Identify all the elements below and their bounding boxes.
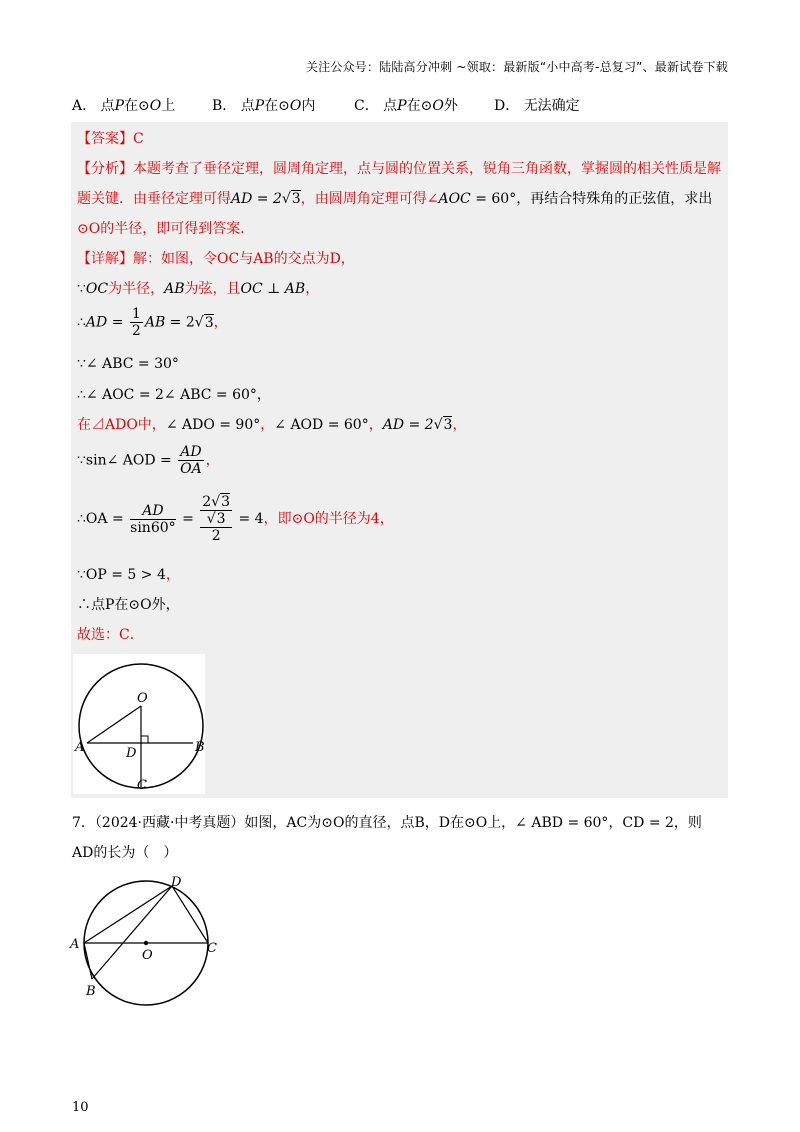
analysis-line-2: 题关键．由垂径定理可得AD = 2√3，由圆周角定理可得∠AOC = 60°，再结合特殊角的正弦值，求出	[77, 191, 713, 207]
step-7: ∵sin∠ AOD = $\frac{AD}{OA}$ ，	[77, 444, 220, 477]
option-d: D． 无法确定	[494, 98, 580, 114]
option-c: C． 点P在⊙O外	[354, 98, 458, 114]
label-d-q7: D	[171, 875, 182, 890]
segment-oa	[87, 706, 141, 743]
step-9: ∵OP = 5 > 4，	[77, 567, 180, 583]
segment-ad	[84, 886, 172, 943]
label-a: A	[75, 740, 85, 755]
segment-bd	[92, 886, 172, 979]
step-2: ∵OC为半径，AB为弦，且OC ⊥ AB，	[77, 281, 320, 297]
center-dot	[144, 941, 148, 945]
label-b: B	[195, 740, 205, 755]
right-angle-mark	[141, 736, 148, 743]
step-8: ∴OA = $\frac{AD}{\sin 60^\circ}$ = 2√3 √3 2 = 4，即⊙O的半径为4，	[77, 494, 394, 544]
step-4: ∵∠ ABC = 30°	[77, 356, 179, 372]
label-o: O	[137, 691, 148, 706]
step-10: ∴点P在⊙O外，	[77, 597, 180, 613]
label-c: C	[137, 778, 147, 793]
step-5: ∴∠ AOC = 2∠ ABC = 60°，	[77, 387, 271, 403]
detail-line-1: 【详解】解：如图，令OC与AB的交点为D，	[77, 251, 355, 267]
analysis-line-3: ⊙O的半径，即可得到答案．	[77, 221, 255, 237]
page-header: 关注公众号：陆陆高分冲刺 ~领取：最新版“小中高考-总复习”、最新试卷下载	[305, 60, 728, 74]
label-a-q7: A	[70, 937, 80, 952]
question-7-line-1: 7．（2024·西藏·中考真题）如图，AC为⊙O的直径，点B，D在⊙O上，∠ ABD = 60°，CD = 2，则	[72, 815, 702, 831]
label-c-q7: C	[207, 941, 217, 956]
answer-line: 【答案】C	[77, 131, 144, 147]
page-number: 10	[72, 1100, 89, 1115]
segment-dc	[172, 886, 208, 943]
step-3: ∴AD = $\frac{1}{2}$ AB = 2√3，	[77, 306, 228, 339]
circle-figure-1	[73, 654, 205, 794]
question-7	[72, 808, 732, 868]
label-o-q7: O	[142, 948, 153, 963]
option-b: B． 点P在⊙O内	[212, 98, 316, 114]
solution-block	[71, 122, 728, 798]
label-d: D	[126, 746, 137, 761]
step-11: 故选：C．	[77, 627, 144, 643]
label-b-q7: B	[86, 984, 96, 999]
step-6: 在⊿ADO中，∠ ADO = 90°，∠ AOD = 60°，AD = 2√3，	[77, 417, 467, 433]
analysis-line-1: 【分析】本题考查了垂径定理，圆周角定理，点与圆的位置关系，锐角三角函数，掌握圆的相关性质是解	[77, 161, 721, 177]
option-a: A． 点P在⊙O上	[72, 98, 176, 114]
segment-ab	[84, 943, 92, 979]
solution-figure	[73, 654, 205, 794]
question-7-line-2: AD的长为（ ）	[72, 845, 178, 861]
circle-figure-2	[68, 875, 228, 1010]
